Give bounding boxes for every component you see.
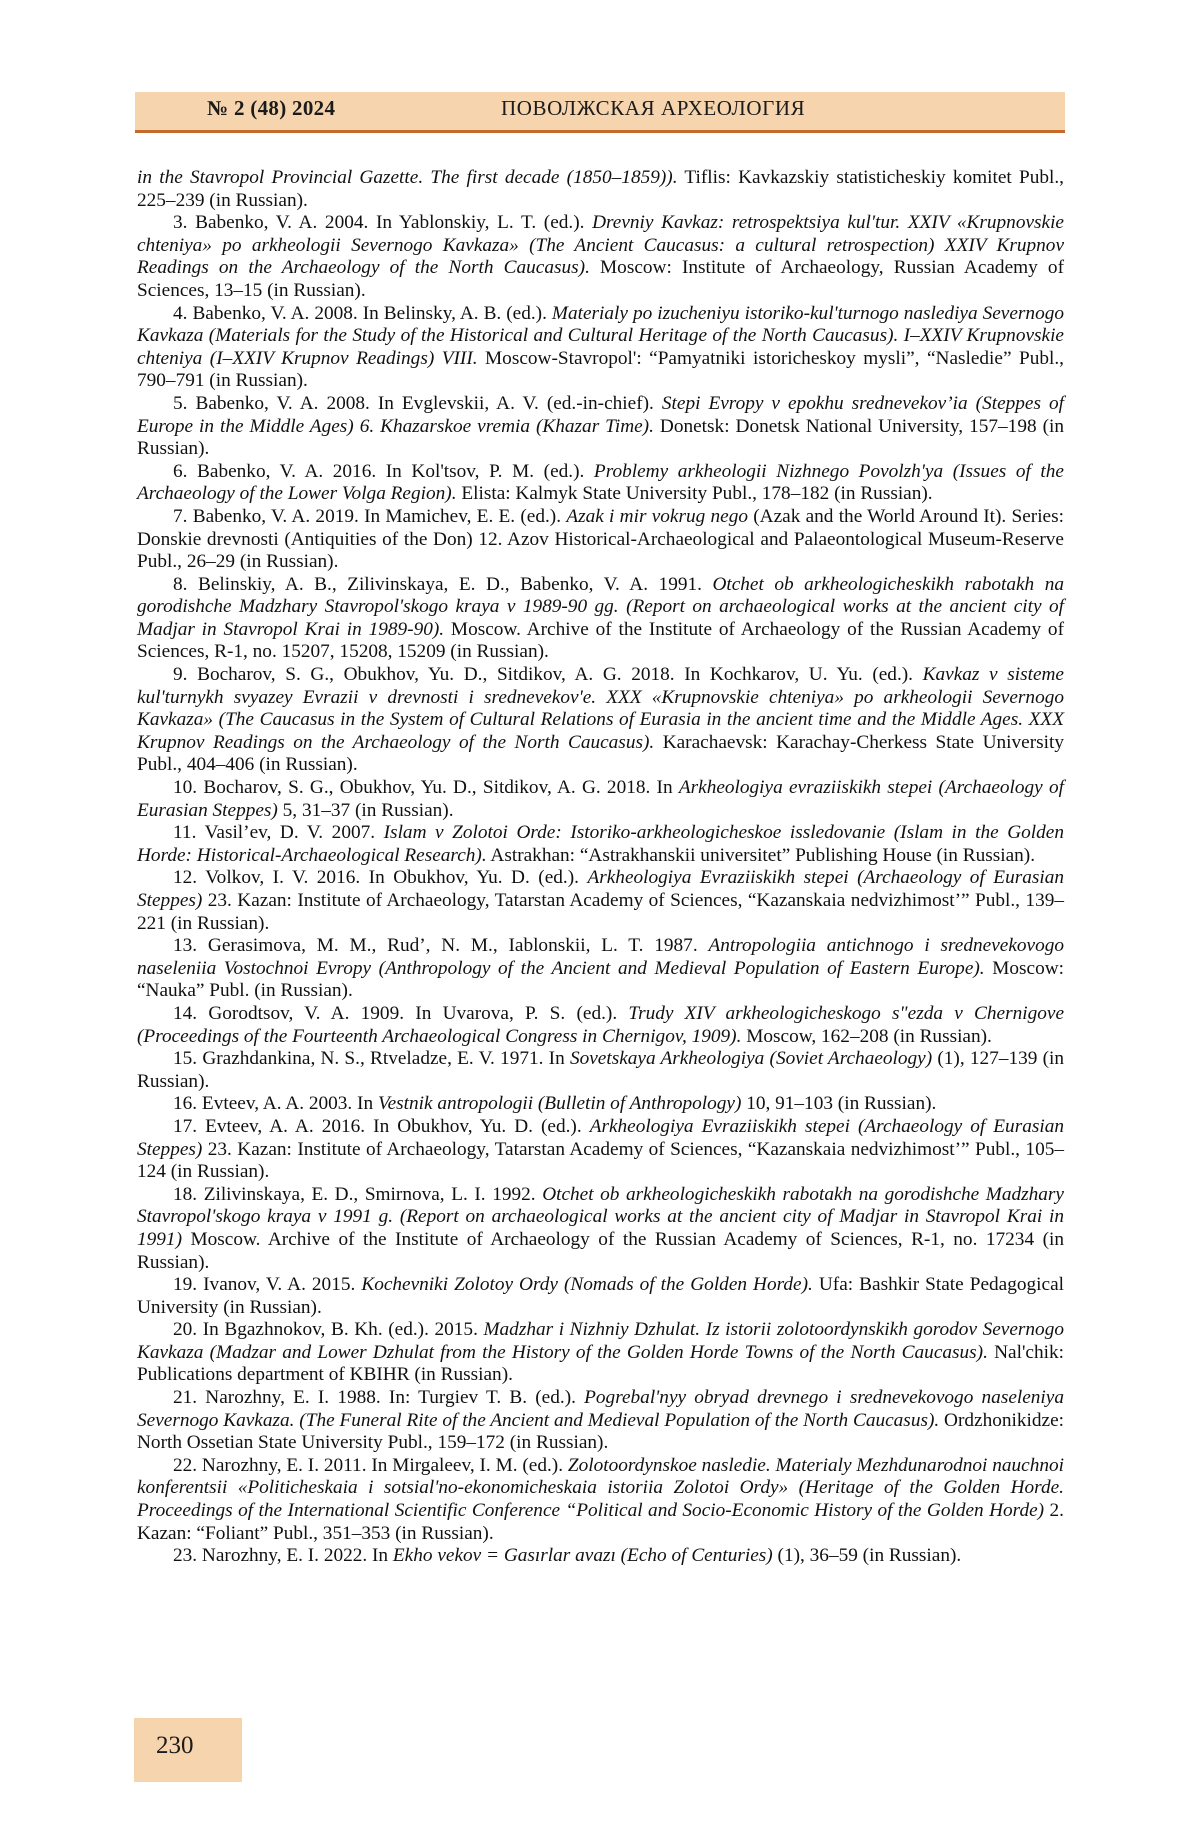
reference-title: Arkheologiya Evraziiskikh stepei (Archaeology of Eurasian Steppes) [137, 1115, 1064, 1160]
reference-lead: 5. Babenko, V. A. 2008. In Evglevskii, A. V. (ed.-in-chief). [173, 392, 662, 414]
reference-lead: 17. Evteev, A. A. 2016. In Obukhov, Yu. D. (ed.). [173, 1115, 590, 1137]
reference-title: Kochevniki Zolotoy Ordy (Nomads of the Golden Horde). [361, 1274, 813, 1296]
reference-details: Ufa: Bashkir State Pedagogical University (in Russian). [137, 1274, 1064, 1318]
reference-details: Astrakhan: “Astrakhanskii universitet” Publishing House (in Russian). [486, 844, 1036, 866]
reference-details: Donetsk: Donetsk National University, 157–198 (in Russian). [137, 415, 1065, 460]
reference-title: Trudy XIV arkheologicheskogo s"ezda v Chernigove (Proceedings of the Fourteenth Archaeological Congress in Chernigov, 1909). [137, 1002, 1064, 1047]
reference-entry [137, 303, 1064, 393]
reference-details: Moscow, 162–208 (in Russian). [741, 1025, 992, 1047]
reference-lead: 14. Gorodtsov, V. A. 1909. In Uvarova, P. S. (ed.). [173, 1002, 629, 1024]
reference-title: Drevniy Kavkaz: retrospektsiya kul'tur. XXIV «Krupnovskie chteniya» po arkheologii Severnogo Kavkaza» (The Ancient Caucasus: a cultural retrospection) XXIV Krupnov Readings on the Archaeology of the North Caucasus). [137, 212, 1064, 279]
reference-details: (1), 127–139 (in Russian). [137, 1048, 1064, 1092]
issue-number: № 2 (48) 2024 [207, 96, 336, 120]
page-number-box [134, 1718, 242, 1782]
reference-details: Moscow. Archive of the Institute of Archaeology of the Russian Academy of Sciences, R-1, no. 15207, 15208, 15209 (in Russian). [137, 618, 1064, 663]
reference-lead: 12. Volkov, I. V. 2016. In Obukhov, Yu. D. (ed.). [173, 867, 588, 889]
reference-title: Pogrebal'nyy obryad drevnego i srednevekovogo naseleniya Severnogo Kavkaza. (The Funeral Rite of the Ancient and Medieval Population of the North Caucasus). [137, 1387, 1064, 1431]
reference-lead: 21. Narozhny, E. I. 1988. In: Turgiev T. B. (ed.). [173, 1387, 585, 1409]
reference-lead: 13. Gerasimova, M. M., Rud’, N. M., Iablonskii, L. T. 1987. [173, 935, 709, 957]
reference-details: Ordzhonikidze: North Ossetian State University Publ., 159–172 (in Russian). [137, 1409, 1064, 1454]
reference-title: Vestnik antropologii (Bulletin of Anthropology) [377, 1093, 742, 1115]
reference-lead: 22. Narozhny, E. I. 2011. In Mirgaleev, I. M. (ed.). [173, 1454, 568, 1476]
reference-details: 23. Kazan: Institute of Archaeology, Tatarstan Academy of Sciences, “Kazanskaia nedvizhimost’” Publ., 139–221 (in Russian). [137, 890, 1064, 934]
reference-entry [137, 1274, 1064, 1319]
reference-entry [137, 822, 1064, 867]
reference-title: Stepi Evropy v epokhu srednevekov’ia (Steppes of Europe in the Middle Ages) 6. Khazarskoe vremia (Khazar Time). [137, 392, 1064, 437]
reference-title: Kavkaz v sisteme kul'turnykh svyazey Evrazii v drevnosti i srednevekov'e. XXX «Krupnovskie chteniya» po arkheologii Severnogo Kavkaza» (The Caucasus in the System of Cultural Relations of Eurasia in the ancient time and the Middle Ages. XXX Krupnov Readings on the Archaeology of the North Caucasus). [137, 664, 1064, 753]
reference-details: 10, 91–103 (in Russian). [741, 1093, 937, 1115]
reference-title: Otchet ob arkheologicheskikh rabotakh na gorodishche Madzhary Stavropol'skogo kraya v 1989-90 gg. (Report on archaeological works at the ancient city of Madjar in Stavropol Krai in 1989-90). [137, 573, 1064, 640]
page-number: 230 [156, 1732, 194, 1759]
reference-lead: 19. Ivanov, V. A. 2015. [173, 1274, 362, 1296]
reference-title: Sovetskaya Arkheologiya (Soviet Archaeology) [569, 1048, 933, 1070]
reference-lead: 7. Babenko, V. A. 2019. In Mamichev, E. E. (ed.). [173, 505, 567, 527]
reference-lead: 3. Babenko, V. A. 2004. In Yablonskiy, L. T. (ed.). [173, 212, 593, 234]
reference-details: Elista: Kalmyk State University Publ., 178–182 (in Russian). [456, 483, 933, 505]
reference-entry [137, 1116, 1064, 1184]
reference-entry [137, 1545, 1064, 1568]
reference-entry [137, 867, 1064, 935]
reference-title: Azak i mir vokrug nego [566, 505, 748, 527]
reference-entry [137, 1093, 1064, 1116]
reference-details: Moscow. Archive of the Institute of Archaeology of the Russian Academy of Sciences, R-1, no. 17234 (in Russian). [137, 1228, 1064, 1273]
reference-lead: 9. Bocharov, S. G., Obukhov, Yu. D., Sitdikov, A. G. 2018. In Kochkarov, U. Yu. (ed.). [173, 664, 923, 686]
reference-entry [137, 167, 1064, 212]
reference-title: Materialy po izucheniyu istoriko-kul'turnogo naslediya Severnogo Kavkaza (Materials for the Study of the Historical and Cultural Heritage of the North Caucasus). I–XXIV Krupnovskie chteniya (I–XXIV Krupnov Readings) VIII. [137, 302, 1064, 369]
reference-entry [137, 1455, 1064, 1545]
reference-details: Nal'chik: Publications department of KBIHR (in Russian). [137, 1341, 1064, 1386]
reference-details: Moscow: “Nauka” Publ. (in Russian). [137, 957, 1065, 1002]
reference-entry [137, 1387, 1064, 1455]
reference-entry [137, 935, 1064, 1003]
reference-lead: 18. Zilivinskaya, E. D., Smirnova, L. I. 1992. [173, 1183, 543, 1205]
reference-entry [137, 393, 1064, 461]
reference-title: in the Stavropol Provincial Gazette. The first decade (1850–1859)). [137, 167, 678, 188]
reference-entry [137, 212, 1064, 302]
reference-title: Ekho vekov = Gasırlar avazı (Echo of Centuries) [392, 1545, 773, 1567]
reference-title: Arkheologiya evraziiskikh stepei (Archaeology of Eurasian Steppes) [137, 777, 1064, 821]
reference-entry [137, 1048, 1064, 1093]
running-header [135, 92, 1065, 133]
reference-entry [137, 574, 1064, 664]
reference-details: Moscow-Stavropol': “Pamyatniki istoricheskoy mysli”, “Nasledie” Publ., 790–791 (in Russian). [137, 347, 1064, 392]
reference-list [137, 167, 1064, 1568]
reference-entry [137, 1319, 1064, 1387]
reference-entry [137, 461, 1064, 506]
reference-lead: 8. Belinskiy, A. B., Zilivinskaya, E. D., Babenko, V. A. 1991. [173, 573, 713, 595]
reference-title: Islam v Zolotoi Orde: Istoriko-arkheologicheskoe issledovanie (Islam in the Golden Horde: Historical-Archaeological Research). [137, 822, 1064, 866]
reference-details: (Azak and the World Around It). Series: Donskie drevnosti (Antiquities of the Don) 12. Azov Historical-Archaeological and Palaeontological Museum-Reserve Publ., 26–29 (in Russian). [137, 505, 1064, 573]
journal-title: ПОВОЛЖСКАЯ АРХЕОЛОГИЯ [501, 96, 806, 120]
reference-details: 23. Kazan: Institute of Archaeology, Tatarstan Academy of Sciences, “Kazanskaia nedvizhimost’” Publ., 105–124 (in Russian). [137, 1138, 1064, 1183]
reference-entry [137, 664, 1064, 777]
reference-title: Otchet ob arkheologicheskikh rabotakh na gorodishche Madzhary Stavropol'skogo kraya v 1991 g. (Report on archaeological works at the ancient city of Madjar in Stavropol Krai in 1991) [137, 1183, 1064, 1250]
reference-entry [137, 1184, 1064, 1274]
reference-title: Madzhar i Nizhniy Dzhulat. Iz istorii zolotoordynskikh gorodov Severnogo Kavkaza (Madzar and Lower Dzhulat from the History of the Golden Horde Towns of the North Caucasus). [137, 1319, 1064, 1363]
reference-lead: 23. Narozhny, E. I. 2022. In [173, 1545, 393, 1567]
reference-lead: 16. Evteev, A. A. 2003. In [173, 1093, 378, 1115]
reference-lead: 11. Vasil’ev, D. V. 2007. [173, 822, 384, 844]
reference-lead: 15. Grazhdankina, N. S., Rtveladze, E. V. 1971. In [173, 1048, 570, 1070]
reference-details: Tiflis: Kavkazskiy statisticheskiy komitet Publ., 225–239 (in Russian). [137, 167, 1065, 211]
reference-details: Karachaevsk: Karachay-Cherkess State University Publ., 404–406 (in Russian). [137, 731, 1064, 776]
reference-title: Antropologiia antichnogo i srednevekovogo naseleniia Vostochnoi Evropy (Anthropology of the Ancient and Medieval Population of Eastern Europe). [137, 935, 1064, 979]
reference-entry [137, 506, 1064, 574]
reference-lead: 10. Bocharov, S. G., Obukhov, Yu. D., Sitdikov, A. G. 2018. In [173, 777, 679, 799]
reference-entry [137, 777, 1064, 822]
reference-title: Arkheologiya Evraziiskikh stepei (Archaeology of Eurasian Steppes) [137, 867, 1064, 911]
reference-details: 2. Kazan: “Foliant” Publ., 351–353 (in Russian). [137, 1500, 1064, 1544]
reference-lead: 20. In Bgazhnokov, B. Kh. (ed.). 2015. [173, 1319, 484, 1341]
reference-title: Zolotoordynskoe nasledie. Materialy Mezhdunarodnoi nauchnoi konferentsii «Politicheskaia i sotsial'no-ekonomicheskaia istoriia Zolotoi Ordy» (Heritage of the Golden Horde. Proceedings of the International Scientific Conference “Political and Socio-Economic History of the Golden Horde) [137, 1454, 1064, 1522]
reference-details: (1), 36–59 (in Russian). [772, 1545, 962, 1567]
reference-entry [137, 1003, 1064, 1048]
reference-details: 5, 31–37 (in Russian). [277, 799, 454, 821]
reference-lead: 6. Babenko, V. A. 2016. In Kol'tsov, P. M. (ed.). [173, 460, 594, 482]
reference-details: Moscow: Institute of Archaeology, Russian Academy of Sciences, 13–15 (in Russian). [137, 257, 1064, 301]
reference-title: Problemy arkheologii Nizhnego Povolzh'ya (Issues of the Archaeology of the Lower Volga Region). [137, 460, 1064, 505]
reference-lead: 4. Babenko, V. A. 2008. In Belinsky, A. B. (ed.). [173, 302, 552, 324]
